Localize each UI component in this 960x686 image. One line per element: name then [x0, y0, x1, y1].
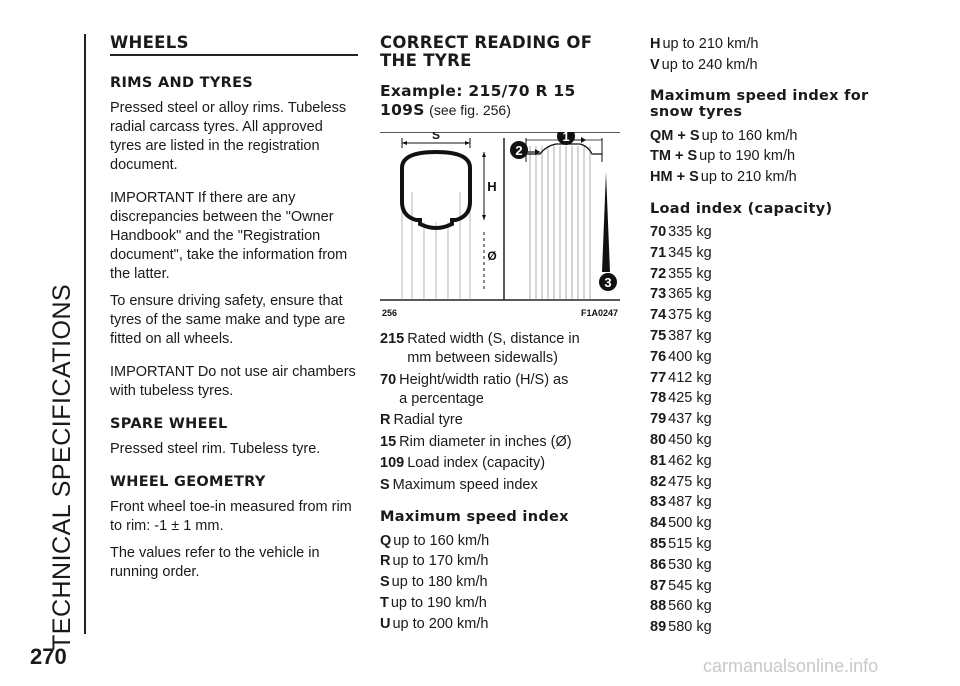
load-index-code: 78 — [650, 390, 667, 407]
definition-text: Load index (capacity) — [407, 455, 546, 471]
tyre-diagram — [380, 132, 620, 326]
load-index-code: 79 — [650, 411, 667, 428]
callout-2: 2 — [515, 143, 523, 158]
text-spare-wheel: Pressed steel rim. Tubeless tyre. — [110, 441, 321, 457]
speed-item — [650, 34, 880, 55]
load-index-item — [650, 576, 880, 597]
text-running-order: The values refer to the vehicle in running order. — [110, 545, 320, 580]
speed-code: Q — [380, 532, 392, 549]
speed-value: up to 240 km/h — [661, 56, 758, 73]
speed-item — [650, 55, 880, 76]
load-index-value: 335 kg — [668, 223, 712, 240]
load-index-item — [650, 222, 880, 243]
label-diameter: Ø — [487, 249, 497, 263]
speed-item — [380, 593, 618, 614]
speed-value: up to 160 km/h — [393, 532, 490, 549]
definition-text: Rated width (S, distance in mm between sidewalls) — [407, 331, 580, 366]
text-toe-in: Front wheel toe-in measured from rim to rim: -1 ± 1 mm. — [110, 499, 352, 534]
heading-example: Example: 215/70 R 15 109S — [380, 82, 576, 119]
callout-1: 1 — [562, 132, 570, 144]
tyre-code-definitions — [380, 330, 618, 495]
load-index-value: 515 kg — [668, 535, 712, 552]
load-index-value: 412 kg — [668, 369, 712, 386]
load-index-code: 75 — [650, 327, 667, 344]
heading-spare-wheel: SPARE WHEEL — [110, 416, 228, 432]
load-index-value: 487 kg — [668, 494, 712, 511]
column-indexes — [650, 34, 880, 638]
load-index-value: 387 kg — [668, 327, 712, 344]
load-index-value: 375 kg — [668, 307, 712, 324]
load-index-item — [650, 472, 880, 493]
load-index-list — [650, 222, 880, 638]
callout-3: 3 — [604, 275, 612, 290]
load-index-code: 77 — [650, 369, 667, 386]
load-index-item — [650, 409, 880, 430]
load-index-code: 86 — [650, 556, 667, 573]
load-index-value: 425 kg — [668, 390, 712, 407]
definition-item — [380, 454, 618, 473]
load-index-code: 74 — [650, 307, 667, 324]
column-wheels — [110, 34, 358, 582]
figure-number: 256 — [382, 308, 398, 318]
load-index-item — [650, 492, 880, 513]
load-index-value: 450 kg — [668, 431, 712, 448]
snow-speed-value: up to 210 km/h — [700, 169, 797, 186]
definition-text: Rim diameter in inches (Ø) — [399, 433, 572, 450]
text-rims: Pressed steel or alloy rims. Tubeless radial carcass tyres. All approved tyres are listed in the registration document. — [110, 100, 347, 173]
load-index-value: 475 kg — [668, 473, 712, 490]
load-index-code: 84 — [650, 515, 667, 532]
definition-code: R — [380, 412, 391, 428]
column-tyre-reading — [380, 34, 618, 634]
load-index-value: 580 kg — [668, 619, 712, 636]
load-index-code: 85 — [650, 535, 667, 552]
speed-item — [380, 531, 618, 552]
watermark: carmanualsonline.info — [703, 656, 879, 676]
definition-code: 15 — [380, 433, 397, 450]
speed-item — [380, 572, 618, 593]
load-index-item — [650, 596, 880, 617]
definition-item — [380, 411, 618, 430]
load-index-item — [650, 451, 880, 472]
speed-code: R — [380, 553, 391, 570]
speed-value: up to 210 km/h — [662, 36, 759, 52]
speed-item — [380, 551, 618, 572]
load-index-value: 355 kg — [668, 265, 712, 282]
speed-code: U — [380, 615, 391, 632]
load-index-code: 87 — [650, 577, 667, 594]
definition-code: 70 — [380, 371, 397, 388]
definition-text: Radial tyre — [393, 412, 463, 428]
load-index-item — [650, 284, 880, 305]
load-index-code: 70 — [650, 223, 667, 240]
definition-code: S — [380, 476, 390, 493]
heading-wheels: WHEELS — [110, 33, 189, 52]
load-index-code: 81 — [650, 452, 667, 469]
load-index-value: 545 kg — [668, 577, 712, 594]
snow-speed-item — [650, 126, 880, 147]
tyre-figure — [380, 132, 620, 326]
load-index-value: 560 kg — [668, 598, 712, 615]
load-index-item — [650, 305, 880, 326]
snow-speed-item — [650, 167, 880, 188]
snow-speed-value: up to 190 km/h — [699, 148, 796, 165]
text-important-air-chambers: IMPORTANT Do not use air chambers with tubeless tyres. — [110, 364, 356, 399]
load-index-item — [650, 388, 880, 409]
speed-code: V — [650, 56, 660, 73]
load-index-code: 89 — [650, 619, 667, 636]
snow-speed-list — [650, 126, 880, 188]
heading-rims-tyres: RIMS AND TYRES — [110, 75, 254, 91]
load-index-code: 76 — [650, 348, 667, 365]
load-index-code: 83 — [650, 494, 667, 511]
load-index-item — [650, 326, 880, 347]
load-index-item — [650, 513, 880, 534]
speed-value: up to 180 km/h — [391, 574, 488, 591]
label-height-h: H — [487, 179, 497, 194]
load-index-item — [650, 368, 880, 389]
snow-speed-code: HM + S — [650, 169, 699, 186]
load-index-code: 82 — [650, 473, 667, 490]
load-index-value: 345 kg — [668, 244, 712, 261]
load-index-code: 88 — [650, 598, 667, 615]
load-index-item — [650, 534, 880, 555]
text-important-registration: IMPORTANT If there are any discrepancies between the "Owner Handbook" and the "Registration document", take the information from the latter. — [110, 190, 348, 282]
page-number: 270 — [30, 644, 67, 669]
speed-value: up to 170 km/h — [392, 553, 489, 570]
definition-item — [380, 476, 618, 495]
definition-text: Maximum speed index — [392, 476, 538, 493]
heading-rule — [110, 54, 358, 56]
text-driving-safety: To ensure driving safety, ensure that tyres of the same make and type are fitted on all wheels. — [110, 293, 346, 347]
speed-code: T — [380, 594, 389, 611]
section-side-title: TECHNICAL SPECIFICATIONS — [48, 283, 76, 650]
definition-text: Height/width ratio (H/S) as a percentage — [399, 371, 569, 407]
heading-correct-reading: CORRECT READING OF THE TYRE — [380, 33, 593, 70]
speed-index-list — [380, 531, 618, 635]
snow-speed-item — [650, 146, 880, 167]
figure-reference: (see fig. 256) — [429, 102, 511, 118]
heading-max-speed-index: Maximum speed index — [380, 508, 569, 525]
load-index-value: 437 kg — [668, 411, 712, 428]
side-divider — [84, 34, 86, 634]
speed-item — [380, 614, 618, 635]
example-line — [380, 82, 618, 120]
figure-code: F1A0247 — [580, 308, 618, 318]
load-index-code: 72 — [650, 265, 667, 282]
load-index-value: 500 kg — [668, 515, 712, 532]
snow-speed-code: QM + S — [650, 127, 700, 144]
speed-value: up to 190 km/h — [390, 594, 487, 611]
definition-item — [380, 371, 618, 409]
load-index-item — [650, 555, 880, 576]
load-index-item — [650, 430, 880, 451]
snow-speed-code: TM + S — [650, 148, 698, 165]
speed-code: H — [650, 36, 661, 52]
load-index-item — [650, 264, 880, 285]
definition-code: 109 — [380, 455, 405, 471]
heading-load-index: Load index (capacity) — [650, 200, 833, 217]
load-index-code: 71 — [650, 244, 667, 261]
load-index-code: 73 — [650, 286, 667, 303]
snow-speed-value: up to 160 km/h — [701, 127, 798, 144]
load-index-value: 530 kg — [668, 556, 712, 573]
load-index-item — [650, 243, 880, 264]
definition-code: 215 — [380, 331, 405, 347]
load-index-value: 365 kg — [668, 286, 712, 303]
load-index-value: 462 kg — [668, 452, 712, 469]
heading-snow-speed-index: Maximum speed index for snow tyres — [650, 87, 869, 120]
speed-code: S — [380, 574, 390, 591]
load-index-item — [650, 617, 880, 638]
load-index-code: 80 — [650, 431, 667, 448]
load-index-item — [650, 347, 880, 368]
definition-item — [380, 330, 618, 368]
label-width-s: S — [431, 132, 441, 142]
heading-wheel-geometry: WHEEL GEOMETRY — [110, 474, 266, 490]
speed-value: up to 200 km/h — [392, 615, 489, 632]
definition-item — [380, 433, 618, 452]
load-index-value: 400 kg — [668, 348, 712, 365]
